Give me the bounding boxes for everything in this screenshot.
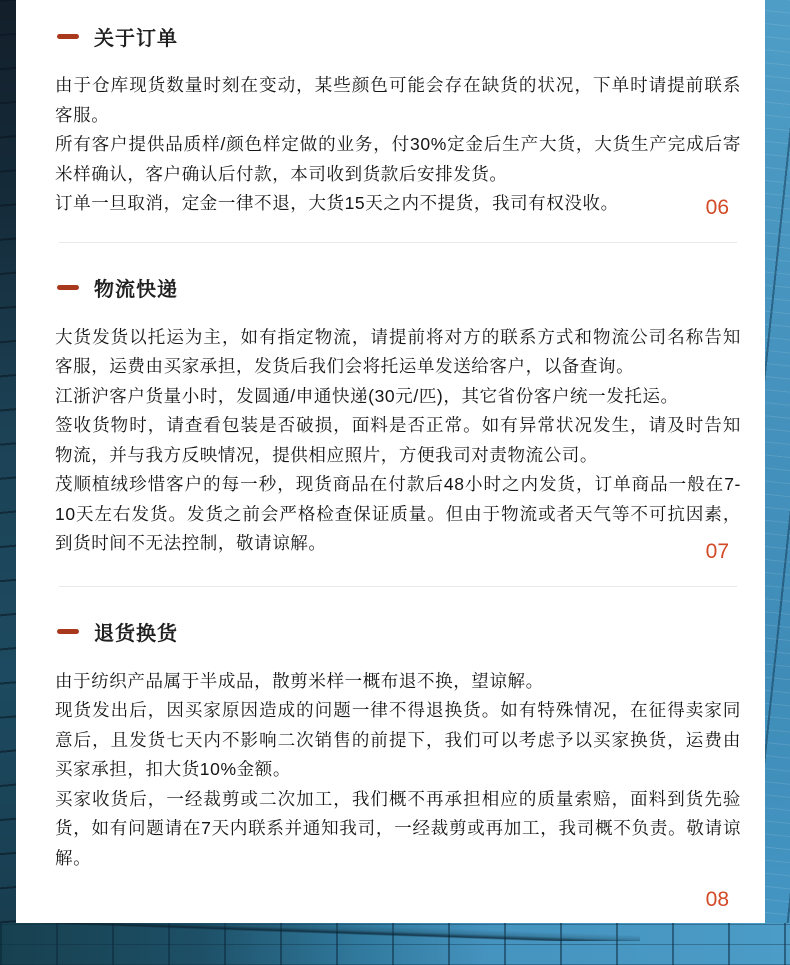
section-number: 06 [705,195,729,219]
building-photo-right-strip [763,0,790,965]
section-header [57,274,741,302]
section-logistics [55,274,741,563]
section-returns [55,618,741,912]
policy-paragraph: 江浙沪客户货量小时，发圆通/申通快递(30元/匹)，其它省份客户统一发托运。 [55,385,679,406]
building-photo-left-strip [0,0,16,965]
section-number: 07 [705,539,729,563]
section-about-orders [55,22,741,219]
section-divider [59,242,737,243]
section-header [57,618,741,646]
building-photo-bottom-strip [0,923,790,965]
section-title: 物流快递 [94,279,178,301]
policy-paragraph: 签收货物时，请查看包装是否破损，面料是否正常。如有异常状况发生，请及时告知物流，并与我方反映情况，提供相应照片，方便我司对责物流公司。 [55,415,741,465]
policy-paragraph: 买家收货后，一经裁剪或二次加工，我们概不再承担相应的质量索赔，面料到货先验货，如有问题请在7天内联系并通知我司，一经裁剪或再加工，我司概不负责。敬请谅解。 [55,788,741,868]
section-title: 关于订单 [94,27,178,50]
dash-icon [57,629,79,634]
policy-paragraph: 由于仓库现货数量时刻在变动，某些颜色可能会存在缺货的状况，下单时请提前联系客服。 [55,75,741,125]
policy-paragraph: 现货发出后，因买家原因造成的问题一律不得退换货。如有特殊情况，在征得卖家同意后，且发货七天内不影响二次销售的前提下，我们可以考虑予以买家换货，运费由买家承担，扣大货10%金额。 [55,700,741,779]
policy-paragraph: 由于纺织产品属于半成品，散剪米样一概布退不换，望谅解。 [55,670,544,691]
policy-paragraph: 所有客户提供品质样/颜色样定做的业务，付30%定金后生产大货，大货生产完成后寄米样确认，客户确认后付款，本司收到货款后安排发货。 [55,134,741,184]
section-divider [59,586,737,587]
policy-paragraph: 大货发货以托运为主，如有指定物流，请提前将对方的联系方式和物流公司名称告知客服，运费由买家承担，发货后我们会将托运单发送给客户，以备查询。 [55,326,741,376]
policy-paragraph: 订单一旦取消，定金一律不退，大货15天之内不提货，我司有权没收。 [55,193,619,213]
section-number: 08 [705,888,729,911]
dash-icon [57,285,79,290]
dash-icon [57,34,79,39]
section-title: 退货换货 [94,623,178,645]
policy-paragraph: 茂顺植绒珍惜客户的每一秒，现货商品在付款后48小时之内发货，订单商品一般在7-10天左右发货。发货之前会严格检查保证质量。但由于物流或者天气等不可抗因素，到货时间不无法控制，敬请谅解。 [55,474,741,553]
policy-panel [16,0,765,923]
section-header [57,22,741,50]
